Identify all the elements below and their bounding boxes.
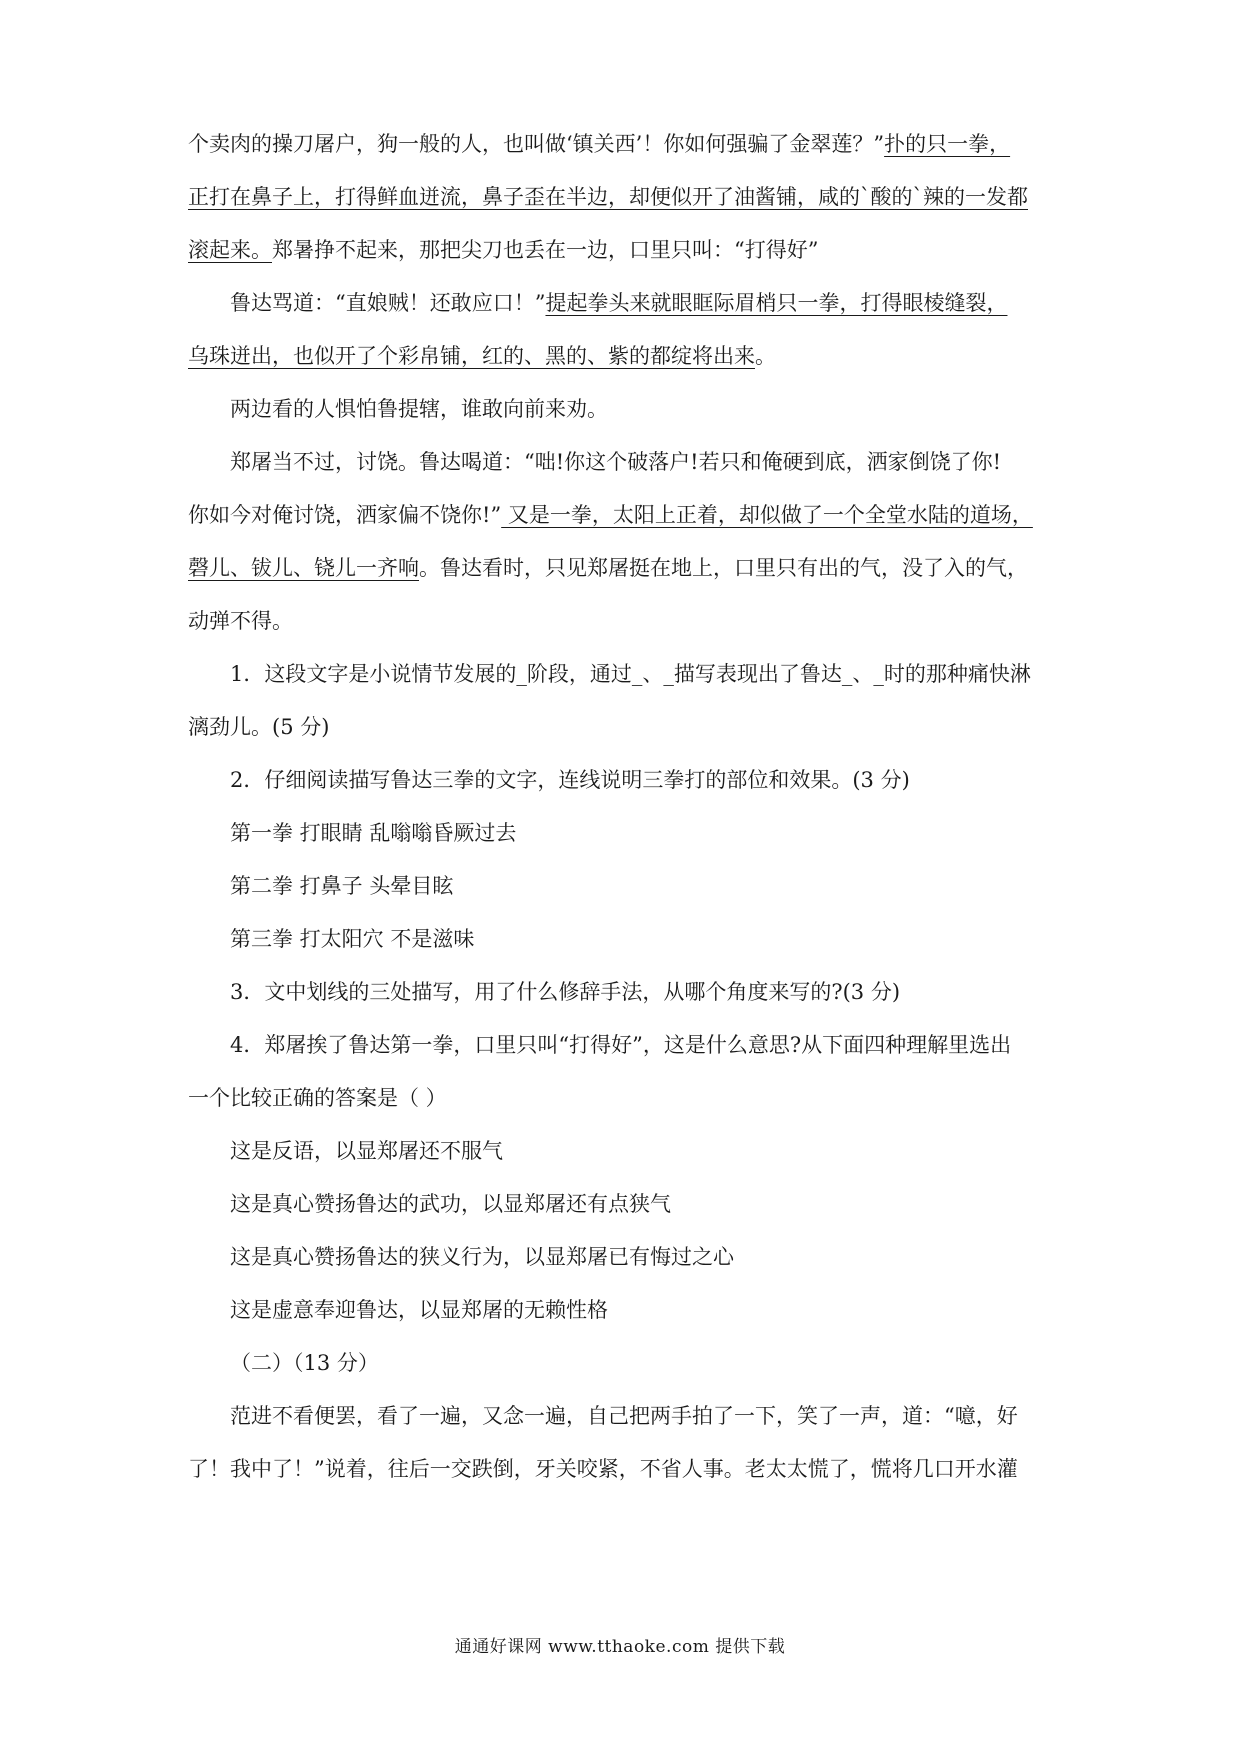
underlined-text: 提起拳头来就眼眶际眉梢只一拳，打得眼棱缝裂， bbox=[545, 291, 1008, 315]
text-segment: 你如今对俺讨饶，洒家偏不饶你!” bbox=[188, 503, 502, 527]
text-line bbox=[188, 497, 1060, 550]
text-line bbox=[188, 232, 1060, 285]
underlined-text: 又是一拳，太阳上正着，却似做了一个全堂水陆的道场， bbox=[501, 503, 1033, 527]
text-line bbox=[188, 338, 1060, 391]
text-segment: 第二拳 打鼻子 头晕目眩 bbox=[230, 874, 454, 898]
text-line bbox=[188, 709, 1060, 762]
text-segment: 2．仔细阅读描写鲁达三拳的文字，连线说明三拳打的部位和效果。(3 分) bbox=[230, 768, 910, 792]
text-segment: 第三拳 打太阳穴 不是滋味 bbox=[230, 927, 475, 951]
text-segment: 范进不看便罢，看了一遍，又念一遍，自己把两手拍了一下，笑了一声，道：“噫，好 bbox=[230, 1404, 1018, 1428]
underlined-text: 滚起来。 bbox=[188, 238, 272, 262]
text-line bbox=[188, 868, 1060, 921]
text-segment: 1．这段文字是小说情节发展的_阶段，通过_、_描写表现出了鲁达_、_时的那种痛快淋 bbox=[230, 662, 1031, 686]
text-segment: 3．文中划线的三处描写，用了什么修辞手法，从哪个角度来写的?(3 分) bbox=[230, 980, 901, 1004]
underlined-text: 扑的只一拳， bbox=[884, 132, 1011, 156]
text-line bbox=[188, 974, 1060, 1027]
text-line bbox=[188, 603, 1060, 656]
text-line bbox=[188, 1398, 1060, 1451]
text-segment: 郑屠当不过，讨饶。鲁达喝道：“咄!你这个破落户!若只和俺硬到底，洒家倒饶了你! bbox=[230, 450, 1002, 474]
text-line bbox=[188, 1027, 1060, 1080]
text-line bbox=[188, 285, 1060, 338]
text-line bbox=[188, 126, 1060, 179]
text-line bbox=[188, 444, 1060, 497]
underlined-text: 正打在鼻子上，打得鲜血迸流，鼻子歪在半边，却便似开了油酱铺，咸的`酸的`辣的一发都 bbox=[188, 185, 1028, 209]
text-segment: 这是真心赞扬鲁达的武功，以显郑屠还有点狭气 bbox=[230, 1192, 671, 1216]
text-line bbox=[188, 1292, 1060, 1345]
text-line bbox=[188, 1186, 1060, 1239]
text-segment: 这是真心赞扬鲁达的狭义行为，以显郑屠已有悔过之心 bbox=[230, 1245, 734, 1269]
text-line bbox=[188, 815, 1060, 868]
text-segment: 这是虚意奉迎鲁达，以显郑屠的无赖性格 bbox=[230, 1298, 608, 1322]
text-segment: 漓劲儿。(5 分) bbox=[188, 715, 330, 739]
text-segment: 动弹不得。 bbox=[188, 609, 293, 633]
text-segment: （二）（13 分） bbox=[230, 1351, 379, 1375]
text-segment: 一个比较正确的答案是（ ） bbox=[188, 1086, 447, 1110]
text-line bbox=[188, 179, 1060, 232]
text-segment: 郑暑挣不起来，那把尖刀也丢在一边，口里只叫：“打得好” bbox=[272, 238, 819, 262]
text-segment: 两边看的人惧怕鲁提辖，谁敢向前来劝。 bbox=[230, 397, 608, 421]
text-line bbox=[188, 921, 1060, 974]
text-line bbox=[188, 656, 1060, 709]
document-body bbox=[188, 126, 1060, 1504]
text-line bbox=[188, 1345, 1060, 1398]
underlined-text: 乌珠迸出，也似开了个彩帛铺，红的、黑的、紫的都绽将出来 bbox=[188, 344, 755, 368]
text-line bbox=[188, 1451, 1060, 1504]
text-segment: 了！我中了！”说着，往后一交跌倒，牙关咬紧，不省人事。老太太慌了，慌将几口开水灌 bbox=[188, 1457, 1018, 1481]
text-line bbox=[188, 1133, 1060, 1186]
text-segment: 4．郑屠挨了鲁达第一拳，口里只叫“打得好”，这是什么意思?从下面四种理解里选出 bbox=[230, 1033, 1012, 1057]
text-line bbox=[188, 762, 1060, 815]
underlined-text: 磬儿、钹儿、铙儿一齐响 bbox=[188, 556, 419, 580]
text-segment: 个卖肉的操刀屠户，狗一般的人，也叫做‘镇关西’！你如何强骗了金翠莲？” bbox=[188, 132, 885, 156]
text-line bbox=[188, 550, 1060, 603]
text-line bbox=[188, 1080, 1060, 1133]
text-line bbox=[188, 391, 1060, 444]
text-segment: 第一拳 打眼睛 乱嗡嗡昏厥过去 bbox=[230, 821, 517, 845]
text-line bbox=[188, 1239, 1060, 1292]
page-footer: 通通好课网 www.tthaoke.com 提供下载 bbox=[454, 1637, 786, 1657]
text-segment: 。鲁达看时，只见郑屠挺在地上，口里只有出的气，没了入的气， bbox=[419, 556, 1028, 580]
text-segment: 。 bbox=[755, 344, 776, 368]
text-segment: 这是反语，以显郑屠还不服气 bbox=[230, 1139, 503, 1163]
text-segment: 鲁达骂道：“直娘贼！还敢应口！” bbox=[230, 291, 546, 315]
